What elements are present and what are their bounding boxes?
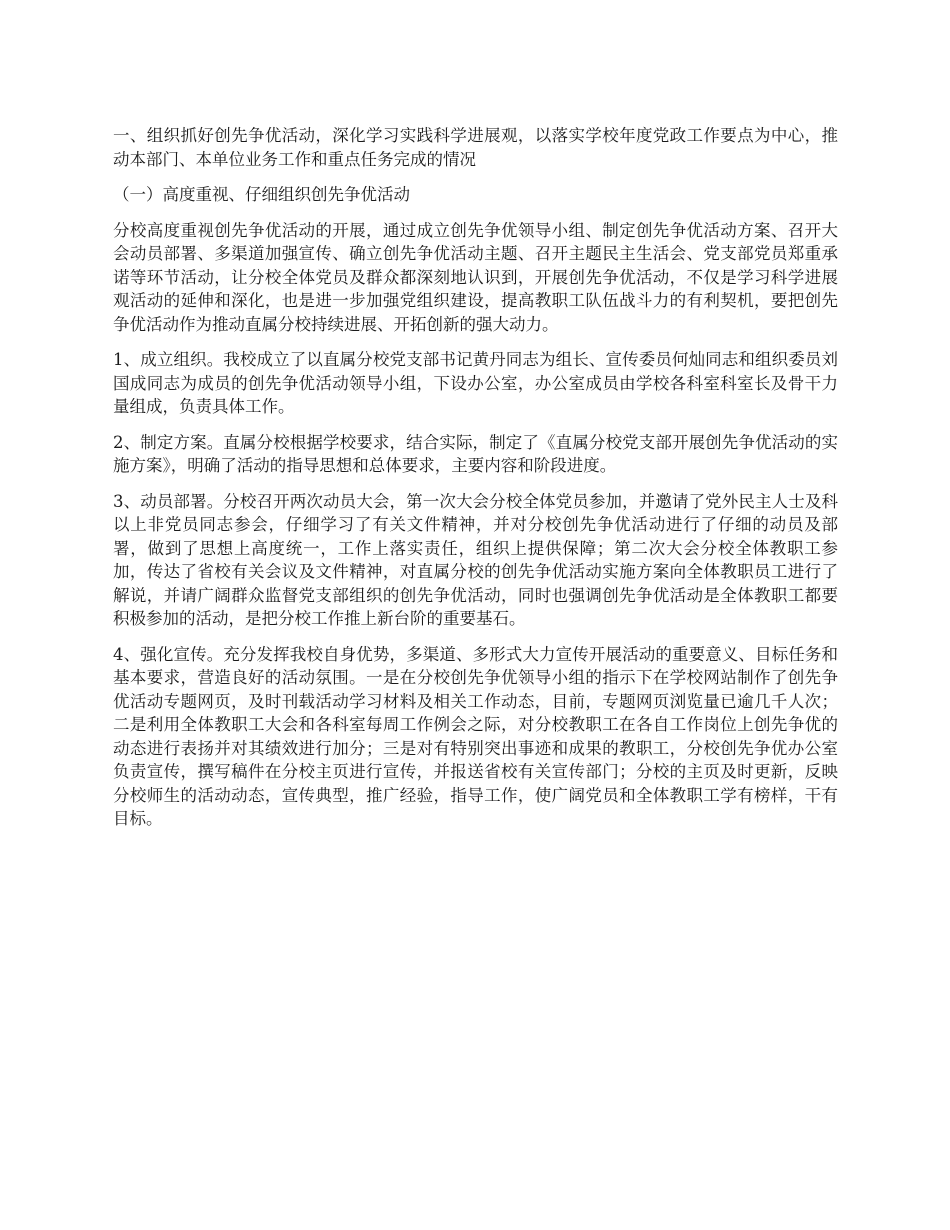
document-page [113, 124, 838, 843]
body-paragraph-item-1: 1、成立组织。我校成立了以直属分校党支部书记黄丹同志为组长、宣传委员何灿同志和组织委员刘国成同志为成员的创先争优活动领导小组，下设办公室，办公室成员由学校各科室科室长及骨干力量组成，负责具体工作。 [113, 350, 838, 416]
section-heading: 一、组织抓好创先争优活动，深化学习实践科学进展观，以落实学校年度党政工作要点为中心，推动本部门、本单位业务工作和重点任务完成的情况 [113, 126, 838, 169]
body-paragraph-item-3: 3、动员部署。分校召开两次动员大会，第一次大会分校全体党员参加，并邀请了党外民主人士及科以上非党员同志参会，仔细学习了有关文件精神，并对分校创先争优活动进行了仔细的动员及部署，做到了思想上高度统一，工作上落实责任，组织上提供保障；第二次大会分校全体教职工参加，传达了省校有关会议及文件精神，对直属分校的创先争优活动实施方案向全体教职员工进行了解说，并请广阔群众监督党支部组织的创先争优活动，同时也强调创先争优活动是全体教职工都要积极参加的活动，是把分校工作推上新台阶的重要基石。 [113, 491, 838, 628]
body-paragraph-item-2: 2、制定方案。直属分校根据学校要求，结合实际，制定了《直属分校党支部开展创先争优活动的实施方案》，明确了活动的指导思想和总体要求，主要内容和阶段进度。 [113, 432, 838, 475]
subsection-heading: （一）高度重视、仔细组织创先争优活动 [113, 185, 410, 204]
body-paragraph-intro: 分校高度重视创先争优活动的开展，通过成立创先争优领导小组、制定创先争优活动方案、召开大会动员部署、多渠道加强宣传、确立创先争优活动主题、召开主题民主生活会、党支部党员郑重承诺等环节活动，让分校全体党员及群众都深刻地认识到，开展创先争优活动，不仅是学习科学进展观活动的延伸和深化，也是进一步加强党组织建设，提高教职工队伍战斗力的有利契机，要把创先争优活动作为推动直属分校持续进展、开拓创新的强大动力。 [113, 220, 838, 334]
body-paragraph-item-4: 4、强化宣传。充分发挥我校自身优势，多渠道、多形式大力宣传开展活动的重要意义、目标任务和基本要求，营造良好的活动氛围。一是在分校创先争优领导小组的指示下在学校网站制作了创先争优活动专题网页，及时刊载活动学习材料及相关工作动态，目前，专题网页浏览量已逾几千人次；二是利用全体教职工大会和各科室每周工作例会之际，对分校教职工在各自工作岗位上创先争优的动态进行表扬并对其绩效进行加分；三是对有特别突出事迹和成果的教职工，分校创先争优办公室负责宣传，撰写稿件在分校主页进行宣传，并报送省校有关宣传部门；分校的主页及时更新，反映分校师生的活动动态，宣传典型，推广经验，指导工作，使广阔党员和全体教职工学有榜样，干有目标。 [113, 644, 838, 828]
